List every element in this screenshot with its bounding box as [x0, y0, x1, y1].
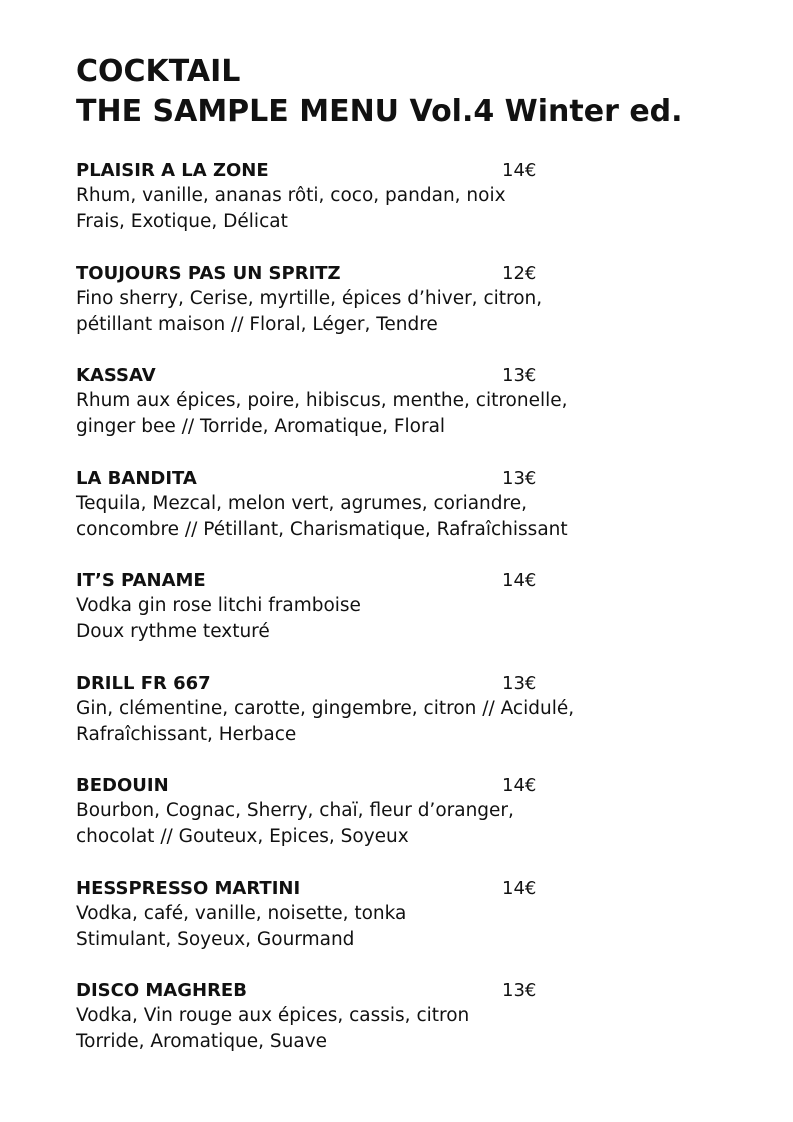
- menu-item: [76, 158, 756, 261]
- item-notes: concombre // Pétillant, Charismatique, Rafraîchissant: [76, 518, 568, 540]
- menu-item: [76, 261, 756, 364]
- item-price: 14€: [502, 877, 537, 899]
- item-notes: Torride, Aromatique, Suave: [76, 1031, 328, 1052]
- item-ingredients: Tequila, Mezcal, melon vert, agrumes, coriandre,: [76, 492, 527, 514]
- item-ingredients: Rhum aux épices, poire, hibiscus, menthe, citronelle,: [76, 390, 568, 411]
- menu-header: [76, 52, 683, 132]
- item-notes: Frais, Exotique, Délicat: [76, 211, 288, 232]
- item-name: TOUJOURS PAS UN SPRITZ: [76, 262, 341, 284]
- item-notes: Rafraîchissant, Herbace: [76, 723, 297, 745]
- item-price: 13€: [502, 467, 537, 489]
- item-notes: ginger bee // Torride, Aromatique, Floral: [76, 416, 446, 437]
- item-notes: Doux rythme texturé: [76, 621, 270, 642]
- item-name: KASSAV: [76, 365, 156, 386]
- item-price: 14€: [502, 160, 537, 181]
- item-ingredients: Vodka gin rose litchi framboise: [76, 595, 361, 616]
- cocktail-list: [76, 158, 756, 1081]
- item-ingredients: Fino sherry, Cerise, myrtille, épices d’hiver, citron,: [76, 287, 543, 309]
- menu-item: [76, 671, 756, 774]
- item-price: 13€: [502, 672, 537, 694]
- item-notes: Stimulant, Soyeux, Gourmand: [76, 928, 355, 950]
- item-price: 14€: [502, 570, 537, 591]
- item-name: DISCO MAGHREB: [76, 980, 247, 1001]
- item-name: HESSPRESSO MARTINI: [76, 877, 301, 899]
- item-notes: chocolat // Gouteux, Epices, Soyeux: [76, 826, 409, 847]
- menu-item: [76, 466, 756, 569]
- item-price: 12€: [502, 262, 537, 284]
- menu-item: [76, 978, 756, 1081]
- item-name: PLAISIR A LA ZONE: [76, 160, 269, 181]
- item-name: LA BANDITA: [76, 467, 197, 489]
- item-price: 13€: [502, 980, 537, 1001]
- item-ingredients: Gin, clémentine, carotte, gingembre, citron // Acidulé,: [76, 697, 575, 719]
- menu-item: [76, 773, 756, 876]
- item-name: IT’S PANAME: [76, 570, 206, 591]
- item-ingredients: Rhum, vanille, ananas rôti, coco, pandan, noix: [76, 185, 506, 206]
- item-name: BEDOUIN: [76, 775, 169, 796]
- menu-subtitle: THE SAMPLE MENU Vol.4 Winter ed.: [76, 94, 683, 129]
- menu-item: [76, 568, 756, 671]
- item-price: 14€: [502, 775, 537, 796]
- item-ingredients: Vodka, Vin rouge aux épices, cassis, citron: [76, 1005, 470, 1026]
- item-ingredients: Vodka, café, vanille, noisette, tonka: [76, 902, 407, 924]
- item-price: 13€: [502, 365, 537, 386]
- item-ingredients: Bourbon, Cognac, Sherry, chaï, fleur d’oranger,: [76, 800, 514, 821]
- item-name: DRILL FR 667: [76, 672, 211, 694]
- menu-title: COCKTAIL: [76, 54, 241, 89]
- menu-item: [76, 876, 756, 979]
- item-notes: pétillant maison // Floral, Léger, Tendre: [76, 313, 438, 335]
- menu-item: [76, 363, 756, 466]
